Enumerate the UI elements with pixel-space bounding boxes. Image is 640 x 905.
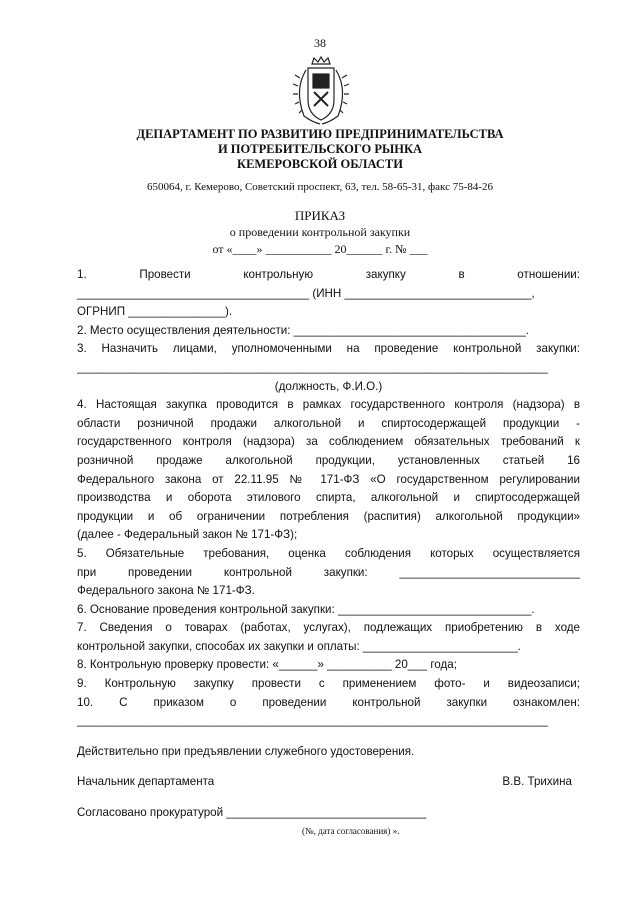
validity-note: Действительно при предъявлении служебного удостоверения. xyxy=(77,744,415,758)
body-line: ОГРНИП _______________). xyxy=(77,305,233,319)
body-line: государственного контроля (надзора) за соблюдением обязательных требований к xyxy=(77,435,580,449)
kemerovo-coat-of-arms-icon xyxy=(290,56,352,126)
body-line: (далее - Федеральный закон № 171-ФЗ); xyxy=(77,528,298,542)
body-line: 9. Контрольную закупку провести с применением фото- и видеозаписи; xyxy=(77,677,580,691)
body-line: 3. Назначить лицами, уполномоченными на проведение контрольной закупки: xyxy=(77,342,580,356)
page-number: 38 xyxy=(314,36,326,50)
body-line: _________________________________________________________________________ xyxy=(77,714,548,728)
body-line: области розничной продажи алкогольной и спиртосодержащей продукции - xyxy=(77,416,580,430)
body-line: 1. Провести контрольную закупку в отношении: xyxy=(77,268,580,281)
signature-row xyxy=(77,773,580,792)
head-title: Начальник департамента xyxy=(77,775,215,789)
department-line-3: КЕМЕРОВСКОЙ ОБЛАСТИ xyxy=(237,157,403,171)
body-line: контрольной закупки, способах их закупки и оплаты: ________________________. xyxy=(77,639,521,653)
body-line: 7. Сведения о товарах (работах, услугах), подлежащих приобретению в ходе xyxy=(77,621,580,635)
position-fio-caption: (должность, Ф.И.О.) xyxy=(274,379,383,393)
order-subtitle: о проведении контрольной закупки xyxy=(229,225,411,239)
body-line: Федерального закона № 171-ФЗ. xyxy=(77,584,255,598)
body-line: розничной продаже алкогольной продукции, установленных статьей 16 xyxy=(77,453,580,467)
body-line: 8. Контрольную проверку провести: «______» __________ 20___ года; xyxy=(77,658,457,672)
body-line: Федерального закона от 22.11.95 № 171-ФЗ «О государственном регулировании xyxy=(77,472,580,486)
agreement-note: (№, дата согласования) ». xyxy=(302,826,400,836)
department-line-2: И ПОТРЕБИТЕЛЬСКОГО РЫНКА xyxy=(217,142,423,156)
body-line: 4. Настоящая закупка проводится в рамках государственного контроля (надзора) в xyxy=(77,398,580,412)
body-line: 5. Обязательные требования, оценка соблюдения которых осуществляется xyxy=(77,546,580,560)
body-line: _________________________________________________________________________ xyxy=(77,360,548,374)
department-line-1: ДЕПАРТАМЕНТ ПО РАЗВИТИЮ ПРЕДПРИНИМАТЕЛЬСТВА xyxy=(136,127,504,141)
body-line: при проведении контрольной закупки: ____________________________ xyxy=(77,565,580,579)
body-line: 10. С приказом о проведении контрольной закупки ознакомлен: xyxy=(77,695,580,709)
body-line: 6. Основание проведения контрольной закупки: ______________________________. xyxy=(77,602,535,616)
order-title: ПРИКАЗ xyxy=(294,208,346,223)
head-name: В.В. Трихина xyxy=(502,775,572,789)
body-line: производства и оборота этилового спирта, алкогольной и спиртосодержащей xyxy=(77,491,580,505)
prosecutor-agreement-line: Согласовано прокуратурой _______________________________ xyxy=(77,806,427,820)
order-date-line: от «____» ___________ 20______ г. № ___ xyxy=(212,242,428,256)
department-address: 650064, г. Кемерово, Советский проспект, 63, тел. 58-65-31, факс 75-84-26 xyxy=(146,181,494,193)
department-header xyxy=(0,127,640,172)
body-line: 2. Место осуществления деятельности: ____________________________________. xyxy=(77,323,530,337)
body-line: продукции и об ограничении потребления (распития) алкогольной продукции» xyxy=(77,509,580,523)
order-body xyxy=(77,266,580,823)
body-line: ____________________________________ (ИНН _____________________________, xyxy=(77,286,535,300)
